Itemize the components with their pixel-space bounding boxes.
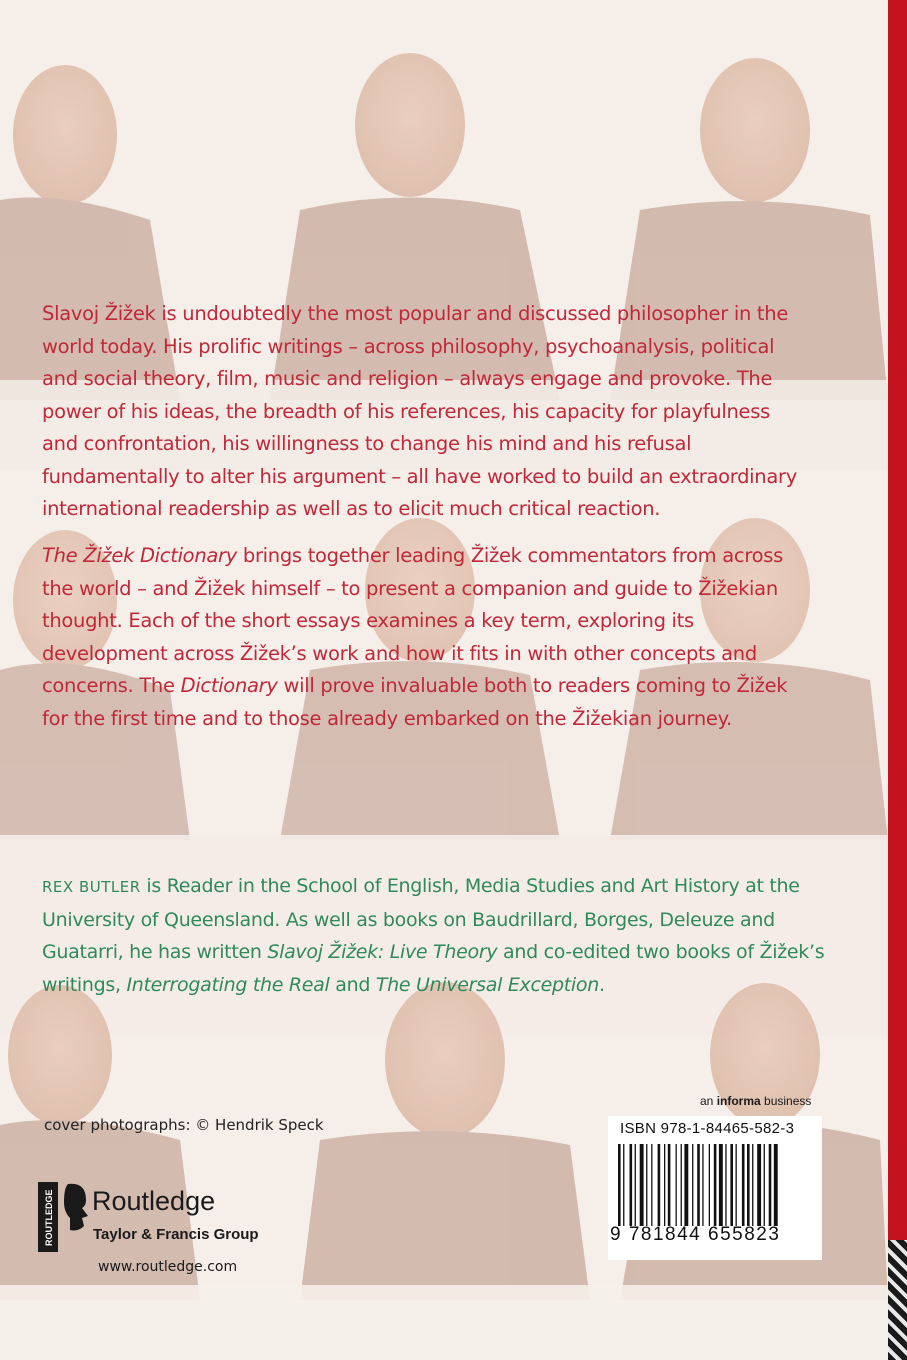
- author-name: REX BUTLER: [42, 878, 141, 896]
- bio-text-a: is Reader in the School of English, Media Studies and Art History at the University of Queensland. As well as books on Baudrillard, Borges, Deleuze and Guatarri, he has written: [42, 875, 800, 963]
- blurb-paragraph-1: [42, 298, 802, 526]
- informa-post: business: [760, 1094, 812, 1108]
- bio-book-2: Interrogating the Real: [126, 973, 330, 996]
- author-bio: [42, 870, 842, 1001]
- spine-pattern: [888, 1240, 907, 1360]
- spine-edge: [888, 0, 907, 1360]
- bio-text-c: and: [329, 973, 376, 996]
- isbn-text: ISBN 978-1-84465-582-3: [620, 1120, 795, 1137]
- dictionary-word: Dictionary: [180, 674, 278, 697]
- routledge-logo: [38, 1180, 268, 1260]
- book-title: The Žižek Dictionary: [42, 544, 237, 567]
- blurb-text-2: [42, 540, 802, 735]
- bio-book-1: Slavoj Žižek: Live Theory: [267, 941, 498, 963]
- bio-text-b: and co-edited two books of Žižek’s writings,: [42, 941, 825, 996]
- informa-line: [700, 1094, 811, 1108]
- barcode-bars: [618, 1144, 812, 1226]
- bio-text-d: .: [598, 973, 605, 996]
- blurb-text-2a: brings together leading Žižek commentators from across the world – and Žižek himself – to present a companion and guide to Žižekian thought. Each of the short essays examines a key term, exploring its development across Žižek’s work and how it fits in with other concepts and concerns. The: [42, 544, 783, 697]
- blurb-text-2b: will prove invaluable both to readers coming to Žižek for the first time and to those already embarked on the Žižekian journey.: [42, 674, 788, 730]
- informa-brand: informa: [716, 1094, 761, 1108]
- photo-credit: cover photographs: © Hendrik Speck: [44, 1116, 324, 1134]
- isbn-barcode-block: [608, 1116, 822, 1260]
- routledge-vertical-text: ROUTLEDGE: [44, 1189, 54, 1246]
- barcode-digits: 9 781844 655823: [610, 1224, 781, 1245]
- bio-book-3: The Universal Exception: [375, 973, 599, 996]
- routledge-profile-icon: [62, 1182, 90, 1234]
- publisher-group: Taylor & Francis Group: [93, 1226, 259, 1243]
- informa-pre: an: [700, 1094, 717, 1108]
- publisher-name: Routledge: [92, 1186, 216, 1216]
- publisher-url: www.routledge.com: [98, 1259, 238, 1275]
- blurb-paragraph-2: [42, 540, 802, 735]
- routledge-mark-icon: [38, 1182, 58, 1252]
- blurb-text-1: Slavoj Žižek is undoubtedly the most popular and discussed philosopher in the world today. His prolific writings – across philosophy, psychoanalysis, political and social theory, film, music and religion – always engage and provoke. The power of his ideas, the breadth of his references, his capacity for playfulness and confrontation, his willingness to change his mind and his refusal fundamentally to alter his argument – all have worked to build an extraordinary international readership as well as to elicit much critical reaction.: [42, 302, 797, 520]
